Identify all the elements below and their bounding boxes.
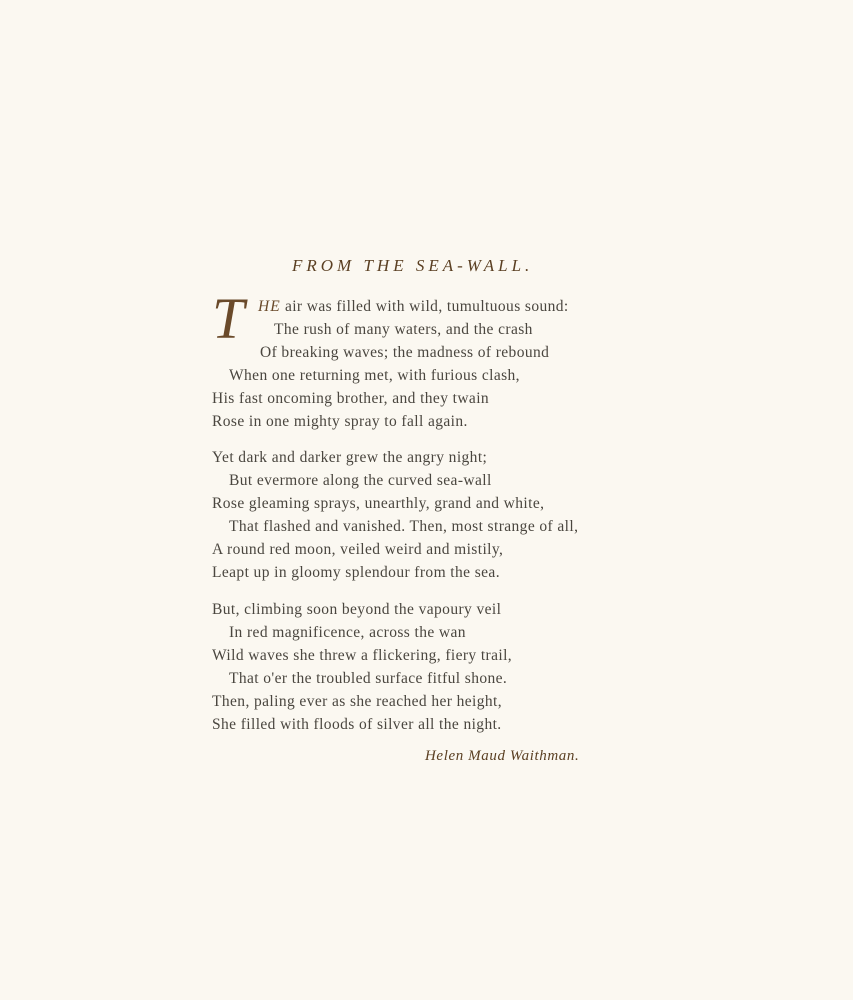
poem-line: That o'er the troubled surface fitful shone.: [229, 670, 508, 687]
author-signature: Helen Maud Waithman.: [425, 748, 580, 764]
poem-line: [258, 298, 569, 316]
poem-line: The rush of many waters, and the crash: [274, 321, 533, 338]
poem-line: But, climbing soon beyond the vapoury veil: [212, 601, 502, 618]
poem-line: Rose gleaming sprays, unearthly, grand and white,: [212, 495, 545, 512]
poem-line: Rose in one mighty spray to fall again.: [212, 413, 468, 430]
poem-line-text: air was filled with wild, tumultuous sound:: [280, 298, 569, 315]
first-word-rest: HE: [258, 298, 281, 315]
poem-line: Leapt up in gloomy splendour from the sea.: [212, 564, 500, 581]
poem-line: She filled with floods of silver all the night.: [212, 716, 502, 733]
poem-line: In red magnificence, across the wan: [229, 624, 466, 641]
poem-line: A round red moon, veiled weird and mistily,: [212, 541, 504, 558]
poem-line: Then, paling ever as she reached her height,: [212, 693, 503, 710]
poem-title: FROM THE SEA-WALL.: [292, 256, 534, 275]
poem-line: But evermore along the curved sea-wall: [229, 472, 492, 489]
poem-line: Of breaking waves; the madness of rebound: [260, 344, 550, 361]
drop-cap: T: [212, 286, 245, 351]
poem-line: When one returning met, with furious clash,: [229, 367, 520, 384]
poem-line: His fast oncoming brother, and they twain: [212, 390, 490, 407]
poem-line: That flashed and vanished. Then, most strange of all,: [229, 518, 579, 535]
poem-line: Yet dark and darker grew the angry night;: [212, 449, 488, 466]
poem-line: Wild waves she threw a flickering, fiery trail,: [212, 647, 513, 664]
